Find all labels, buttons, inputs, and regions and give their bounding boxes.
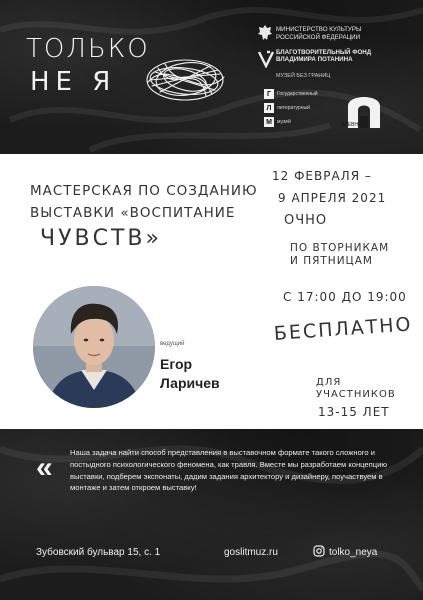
- ministry-name: МИНИСТЕРСТВО КУЛЬТУРЫ РОССИЙСКОЙ ФЕДЕРАЦИИ: [276, 26, 362, 41]
- description-text: Наша задача найти способ представления в выставочном формате такого сложного и постыдного психологического феномена, как травля. Вместе мы разработаем концепцию выставки, подберем экспонаты, дадим задания архитектору и дизайнеру, поучаствуем в монтаже и затем откроем выставку!: [70, 448, 388, 493]
- address: Зубовский бульвар 15, с. 1: [36, 547, 161, 558]
- instagram-handle[interactable]: tolko_neya: [329, 547, 378, 558]
- contacts-row: [0, 544, 423, 564]
- museum-logo: [264, 88, 318, 130]
- workshop-title-line1: МАСТЕРСКАЯ ПО СОЗДАНИЮ: [30, 183, 258, 199]
- museum-letter: Г: [264, 89, 274, 99]
- website-link[interactable]: goslitmuz.ru: [224, 547, 278, 558]
- age-line2: УЧАСТНИКОВ: [316, 389, 396, 400]
- museum-letter: Л: [264, 103, 274, 113]
- museum-letter: М: [264, 117, 274, 127]
- event-dates: [272, 165, 386, 209]
- date-end: 9 АПРЕЛЯ 2021: [278, 191, 387, 205]
- poster-title-line2: НЕ Я: [30, 67, 117, 97]
- date-start: 12 ФЕВРАЛЯ –: [272, 169, 372, 183]
- workshop-title: [30, 180, 258, 224]
- scribble-drawing: [140, 52, 230, 107]
- quote-mark: «: [36, 451, 53, 484]
- days-line2: И ПЯТНИЦАМ: [290, 255, 373, 267]
- host-name: [160, 355, 220, 393]
- museum-word: Государственный: [277, 90, 318, 97]
- museum-logo-row: [264, 102, 318, 114]
- fund-name: БЛАГОТВОРИТЕЛЬНЫЙ ФОНД ВЛАДИМИРА ПОТАНИНА: [276, 49, 372, 64]
- host-last-name: Ларичев: [160, 375, 220, 391]
- museum-word: музей: [277, 118, 291, 125]
- workshop-title-line2: ВЫСТАВКИ «ВОСПИТАНИЕ: [30, 205, 236, 221]
- free-label: БЕСПЛАТНО: [273, 313, 414, 345]
- potanin-fund-logo-icon: [258, 50, 274, 68]
- host-photo: [33, 286, 155, 408]
- museum-logo-row: [264, 88, 318, 100]
- arch-logo-icon: [340, 88, 388, 130]
- poster-title-line1: ТОЛЬКО: [26, 34, 150, 64]
- age-line1: ДЛЯ: [316, 377, 342, 388]
- host-role: ведущий: [160, 341, 185, 347]
- days-line1: ПО ВТОРНИКАМ: [290, 242, 390, 254]
- eagle-emblem-icon: [258, 24, 272, 42]
- age-range: 13-15 ЛЕТ: [318, 405, 390, 419]
- event-format: ОЧНО: [284, 213, 328, 228]
- museum-word: литературный: [277, 104, 310, 111]
- workshop-title-line3: ЧУВСТВ»: [40, 226, 162, 251]
- arch-logo-label: ДРЕВНЯЯ: [341, 122, 366, 128]
- event-time: С 17:00 ДО 19:00: [283, 290, 407, 304]
- instagram-icon: [313, 545, 325, 557]
- museum-logo-row: [264, 116, 318, 128]
- host-first-name: Егор: [160, 356, 193, 372]
- event-days: [290, 242, 389, 268]
- host-portrait: [33, 286, 155, 408]
- header-band: [0, 0, 423, 154]
- fund-program: МУЗЕЙ БЕЗ ГРАНИЦ: [276, 73, 331, 79]
- age-label: [316, 377, 396, 401]
